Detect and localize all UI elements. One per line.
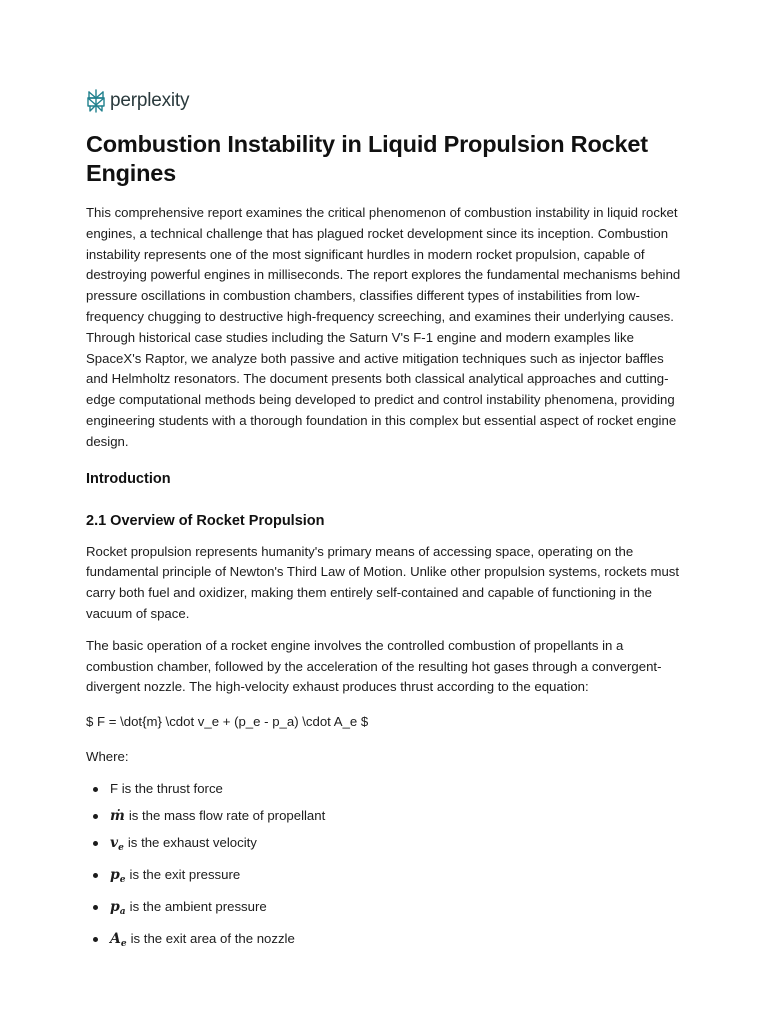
list-item-exit-pressure — [86, 865, 686, 890]
overview-paragraph-2: The basic operation of a rocket engine involves the controlled combustion of propellants in a combustion chamber, followed by the acceleration of the resulting hot gases through a convergent-divergent nozzle. The high-velocity exhaust produces thrust according to the equation: — [86, 637, 662, 695]
variable-symbol: $v_e$ — [110, 834, 124, 853]
variable-list — [86, 779, 686, 954]
list-item-ambient-pressure — [86, 897, 686, 922]
variable-symbol: $A_e$ — [110, 930, 127, 949]
list-item-exhaust-velocity — [86, 833, 686, 858]
variable-description: is the ambient pressure — [129, 898, 267, 914]
variable-symbol: $p_a$ — [110, 898, 126, 917]
document-title: Combustion Instability in Liquid Propulsion Rocket Engines — [86, 131, 648, 186]
brand-logo[interactable] — [86, 86, 686, 116]
thrust-equation: $ F = \dot{m} \cdot v_e + (p_e - p_a) \cdot A_e $ — [86, 714, 369, 730]
list-item-mass-flow — [86, 806, 686, 826]
where-label: Where: — [86, 748, 129, 764]
brand-name: perplexity — [110, 90, 190, 111]
variable-description: is the exit area of the nozzle — [130, 930, 295, 946]
variable-description: F is the thrust force — [110, 780, 223, 796]
variable-description: is the mass flow rate of propellant — [128, 807, 326, 823]
variable-symbol: $p_e$ — [110, 866, 126, 885]
abstract-paragraph: This comprehensive report examines the critical phenomenon of combustion instability in liquid rocket engines, a technical challenge that has plagued rocket development since its inception. Combustion instability represents one of the most significant hurdles in modern rocket propulsion, capable of destroying powerful engines in milliseconds. The report explores the fundamental mechanisms behind pressure oscillations in combustion chambers, classifies different types of instabilities from low-frequency chugging to destructive high-frequency screeching, and examines their underlying causes. Through historical case studies including the Saturn V's F-1 engine and modern examples like SpaceX's Raptor, we analyze both passive and active mitigation techniques such as injector baffles and Helmholtz resonators. The document presents both classical analytical approaches and cutting-edge computational methods being developed to predict and control instability phenomena, providing engineering students with a thorough foundation in this complex but essential aspect of rocket engine design. — [86, 205, 681, 449]
list-item-thrust — [86, 779, 686, 799]
overview-paragraph-1: Rocket propulsion represents humanity's primary means of accessing space, operating on the fundamental principle of Newton's Third Law of Motion. Unlike other propulsion systems, rockets must carry both fuel and oxidizer, making them entirely self-contained and capable of functioning in the vacuum of space. — [86, 543, 680, 621]
variable-symbol: ṁ — [110, 807, 125, 824]
document-page — [86, 86, 686, 961]
variable-description: is the exit pressure — [129, 866, 241, 882]
perplexity-logo-icon — [86, 89, 106, 113]
overview-heading: 2.1 Overview of Rocket Propulsion — [86, 512, 325, 529]
list-item-exit-area — [86, 929, 686, 954]
variable-description: is the exhaust velocity — [127, 834, 257, 850]
introduction-heading: Introduction — [86, 470, 171, 487]
